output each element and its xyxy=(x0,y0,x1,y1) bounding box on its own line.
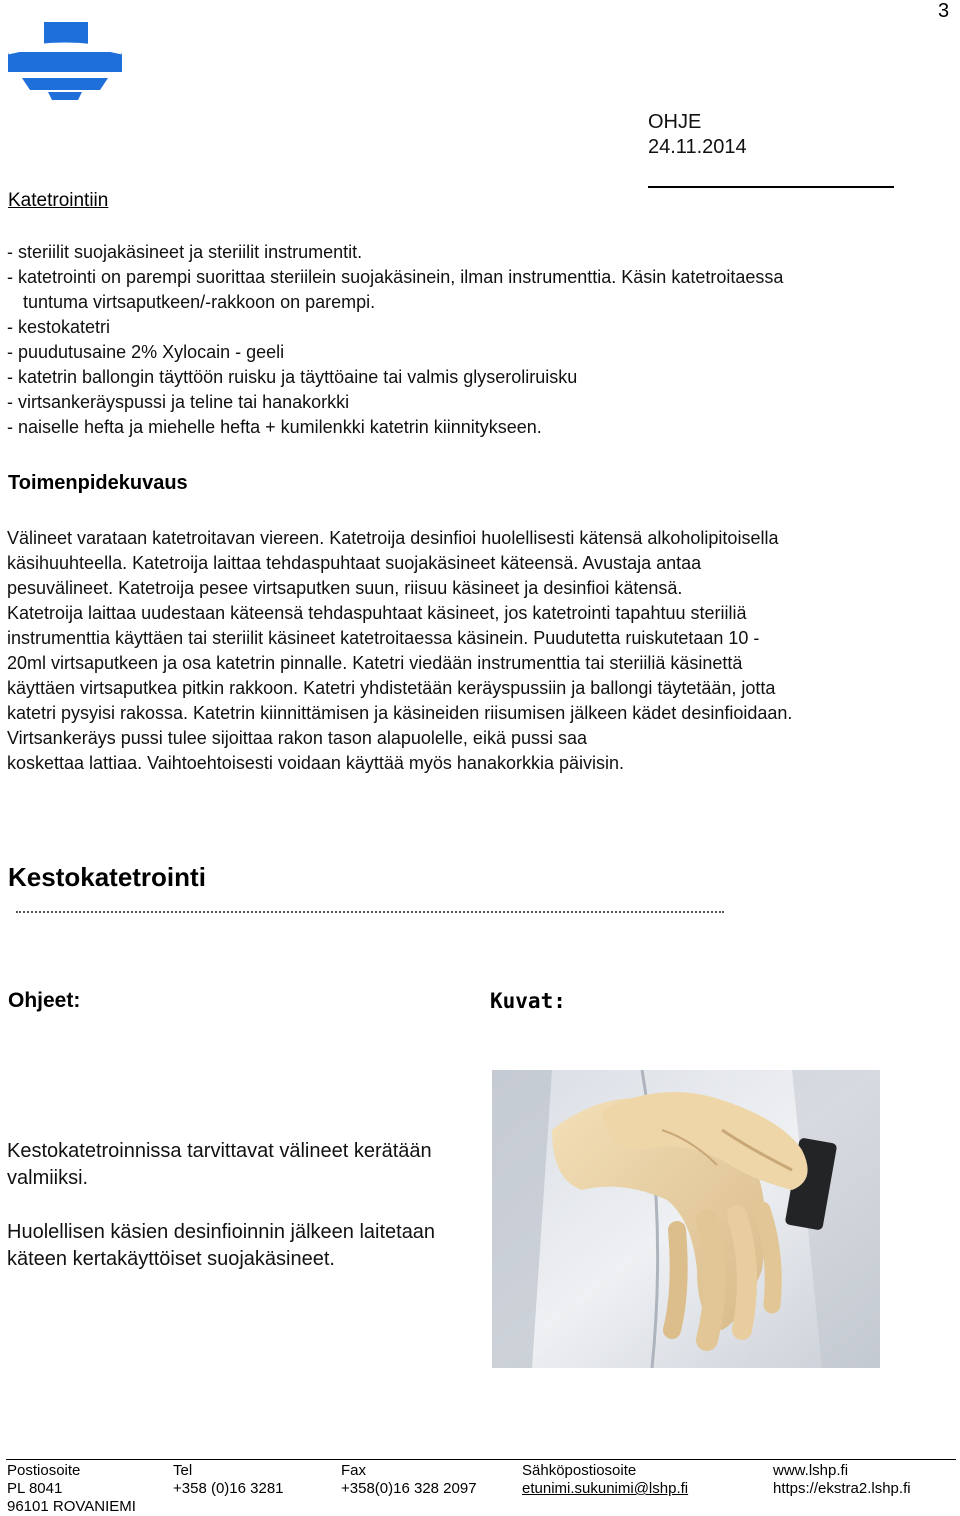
extranet-link[interactable]: https://ekstra2.lshp.fi xyxy=(773,1480,911,1497)
text-line: katetri pysyisi rakossa. Katetrin kiinnittämisen ja käsineiden riisumisen jälkeen kädet desinfioidaan. xyxy=(7,703,793,723)
supplies-list xyxy=(7,240,783,440)
section-title: Kestokatetrointi xyxy=(8,862,206,892)
footer-label: Fax xyxy=(341,1462,367,1479)
gloved-hands-photo xyxy=(492,1070,880,1368)
footer-email xyxy=(522,1462,688,1498)
list-item: - naiselle hefta ja miehelle hefta + kumilenkki katetrin kiinnitykseen. xyxy=(7,417,542,437)
footer-label: Tel xyxy=(173,1462,193,1479)
footer-value: PL 8041 xyxy=(7,1480,63,1497)
instruction-step-2: Huolellisen käsien desinfioinnin jälkeen laitetaan käteen kertakäyttöiset suojakäsineet. xyxy=(7,1221,436,1270)
footer-value: 96101 ROVANIEMI xyxy=(7,1498,136,1515)
document-subject: Katetrointiin xyxy=(8,190,109,211)
procedure-heading: Toimenpidekuvaus xyxy=(8,472,188,494)
footer-label: Sähköpostiosoite xyxy=(522,1462,637,1479)
footer-label: Postiosoite xyxy=(7,1462,81,1479)
list-item: - kestokatetri xyxy=(7,317,111,337)
email-link[interactable]: etunimi.sukunimi@lshp.fi xyxy=(522,1480,689,1497)
text-line: Virtsankeräys pussi tulee sijoittaa rakon tason alapuolelle, eikä pussi saa xyxy=(7,728,587,748)
list-item: - katetrointi on parempi suorittaa steriilein suojakäsinein, ilman instrumenttia. Käsin katetroitaessa xyxy=(7,267,784,287)
footer-postal-address xyxy=(7,1462,136,1516)
instructions-heading: Ohjeet: xyxy=(8,989,81,1012)
text-line: käsihuuhteella. Katetroija laittaa tehdaspuhtaat suojakäsineet käteensä. Avustaja antaa xyxy=(7,553,702,573)
list-item: tuntuma virtsaputkeen/-rakkoon on parempi. xyxy=(23,292,376,312)
footer-value: +358(0)16 328 2097 xyxy=(341,1480,477,1497)
instruction-step-1: Kestokatetroinnissa tarvittavat välineet kerätään valmiiksi. xyxy=(7,1140,432,1189)
text-line: käyttäen virtsaputkea pitkin rakkoon. Katetri yhdistetään keräyspussiin ja ballongi täytetään, jotta xyxy=(7,678,776,698)
footer-fax xyxy=(341,1462,477,1498)
document-date: 24.11.2014 xyxy=(648,136,747,158)
footer-phone xyxy=(173,1462,284,1498)
images-heading: Kuvat: xyxy=(490,989,566,1013)
procedure-text xyxy=(7,526,957,776)
footer-value: +358 (0)16 3281 xyxy=(173,1480,284,1497)
list-item: - katetrin ballongin täyttöön ruisku ja täyttöaine tai valmis glyseroliruisku xyxy=(7,367,578,387)
header-rule xyxy=(648,186,894,188)
text-line: 20ml virtsaputkeen ja osa katetrin pinnalle. Katetri viedään instrumenttia tai steriiliä käsinettä xyxy=(7,653,743,673)
website-link[interactable]: www.lshp.fi xyxy=(773,1462,849,1479)
document-header xyxy=(648,110,747,160)
list-item: - virtsankeräyspussi ja teline tai hanakorkki xyxy=(7,392,350,412)
page-number: 3 xyxy=(938,0,950,22)
text-line: Katetroija laittaa uudestaan käteensä tehdaspuhtaat käsineet, jos katetrointi tapahtuu steriiliä xyxy=(7,603,747,623)
list-item: - puudutusaine 2% Xylocain - geeli xyxy=(7,342,285,362)
text-line: pesuvälineet. Katetroija pesee virtsaputken suun, riisuu käsineet ja desinfioi kätensä. xyxy=(7,578,683,598)
dotted-divider xyxy=(16,911,724,913)
document-type: OHJE xyxy=(648,111,702,133)
text-line: instrumenttia käyttäen tai steriilit käsineet katetroitaessa käsinein. Puudutetta ruiskutetaan 10 - xyxy=(7,628,760,648)
text-line: koskettaa lattiaa. Vaihtoehtoisesti voidaan käyttää myös hanakorkkia päivisin. xyxy=(7,753,625,773)
list-item: - steriilit suojakäsineet ja steriilit instrumentit. xyxy=(7,242,363,262)
text-line: Välineet varataan katetroitavan viereen. Katetroija desinfioi huolellisesti kätensä alkoholipitoisella xyxy=(7,528,779,548)
footer-web xyxy=(773,1462,911,1498)
footer-rule xyxy=(6,1459,956,1460)
medical-cross-logo-icon xyxy=(8,22,122,100)
